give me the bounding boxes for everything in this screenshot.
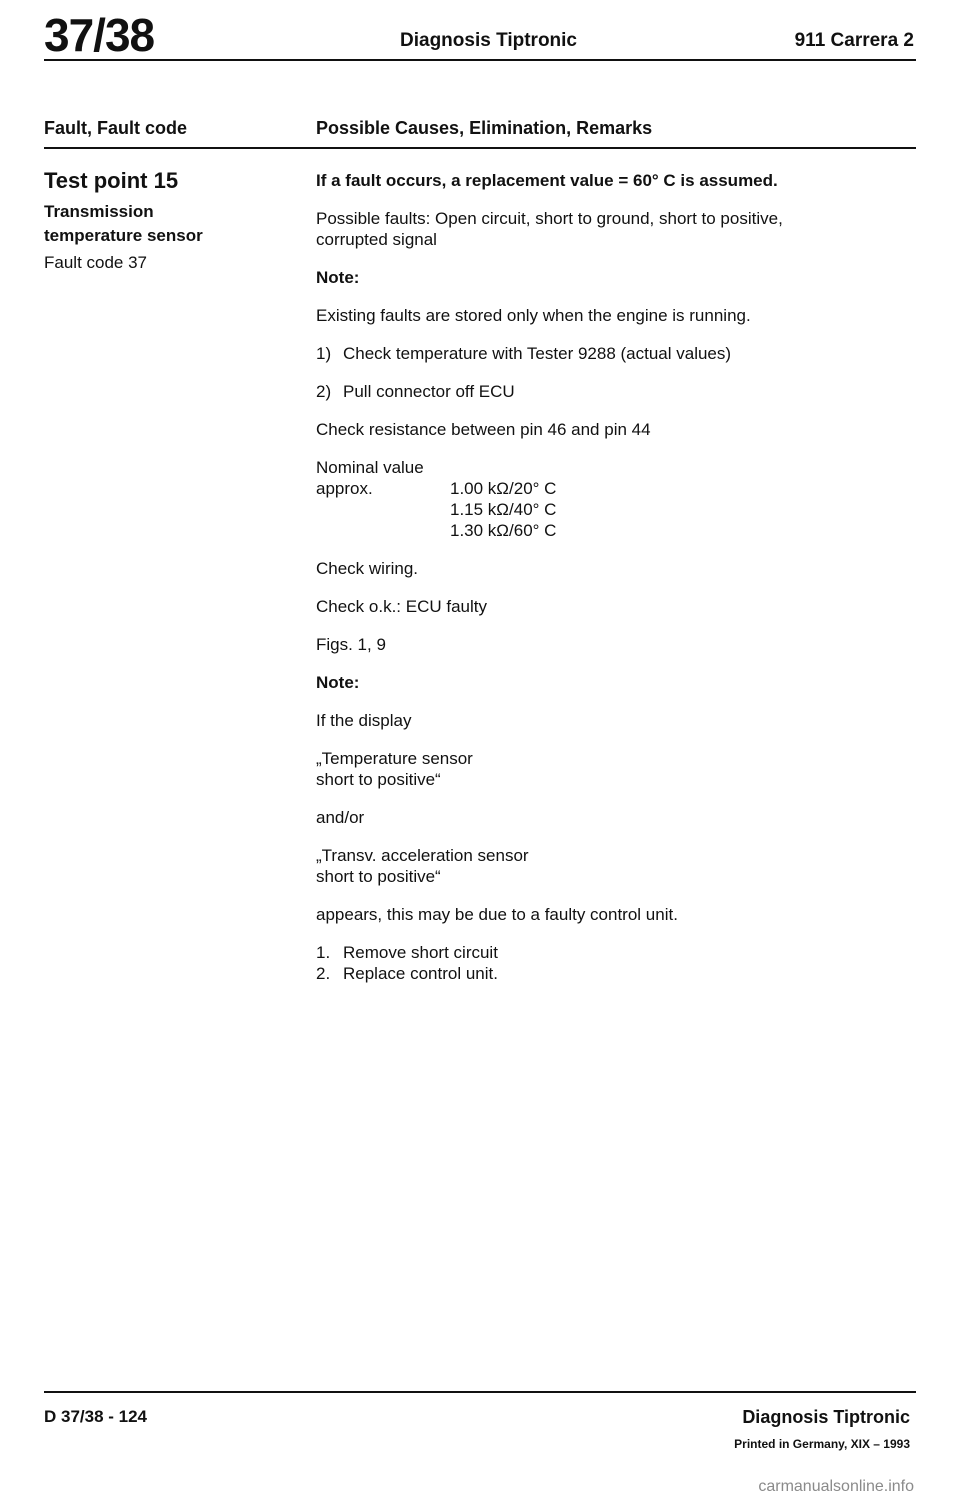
message-line: „Temperature sensor	[316, 749, 473, 768]
column-header-causes: Possible Causes, Elimination, Remarks	[316, 118, 653, 138]
step-text: Check temperature with Tester 9288 (actual values)	[343, 344, 732, 363]
message-line: „Transv. acceleration sensor	[316, 846, 529, 865]
step-number: 2)	[316, 382, 332, 401]
message-line: short to positive“	[316, 867, 441, 886]
causes-column	[316, 170, 916, 984]
display-message-1	[316, 748, 916, 790]
print-info: Printed in Germany, XIX – 1993	[734, 1437, 910, 1451]
figure-reference: Figs. 1, 9	[316, 635, 386, 654]
nominal-label: Nominal value	[316, 458, 424, 477]
column-header-rule	[44, 147, 916, 149]
approx-label: approx.	[316, 479, 373, 498]
remedy-number: 1.	[316, 943, 331, 962]
possible-faults	[316, 208, 916, 250]
note-text: Existing faults are stored only when the engine is running.	[316, 306, 751, 325]
check-wiring: Check wiring.	[316, 559, 419, 578]
note-label: Note:	[316, 268, 360, 287]
remedy-number: 2.	[316, 964, 331, 983]
header-model: 911 Carrera 2	[794, 30, 914, 51]
possible-faults-line1: Possible faults: Open circuit, short to ground, short to positive,	[316, 209, 783, 228]
nominal-value: 1.00 kΩ/20° C	[450, 479, 557, 498]
section-number: 37/38	[44, 9, 155, 61]
message-line: short to positive“	[316, 770, 441, 789]
display-intro: If the display	[316, 711, 412, 730]
header-rule	[44, 59, 916, 61]
and-or: and/or	[316, 808, 365, 827]
appears-text: appears, this may be due to a faulty control unit.	[316, 905, 678, 924]
header-title: Diagnosis Tiptronic	[400, 30, 578, 51]
page-number: D 37/38 - 124	[44, 1407, 148, 1426]
footer-title: Diagnosis Tiptronic	[742, 1407, 910, 1427]
remedy-item	[316, 963, 916, 984]
component-name-line1: Transmission	[44, 202, 154, 221]
test-point-title: Test point 15	[44, 168, 179, 193]
step-1	[316, 343, 916, 364]
fault-code: Fault code 37	[44, 253, 148, 272]
nominal-values-table	[316, 457, 916, 541]
nominal-value: 1.30 kΩ/60° C	[450, 521, 557, 540]
remedy-text: Remove short circuit	[343, 943, 498, 962]
display-message-2	[316, 845, 916, 887]
step-number: 1)	[316, 344, 332, 363]
component-name-line2: temperature sensor	[44, 226, 203, 245]
remedy-text: Replace control unit.	[343, 964, 498, 983]
step-2	[316, 381, 916, 402]
check-ok: Check o.k.: ECU faulty	[316, 597, 488, 616]
step-text: Pull connector off ECU	[343, 382, 515, 401]
footer-rule	[44, 1391, 916, 1393]
nominal-value: 1.15 kΩ/40° C	[450, 500, 557, 519]
watermark: carmanualsonline.info	[758, 1478, 914, 1495]
column-header-fault: Fault, Fault code	[44, 118, 188, 138]
note-label: Note:	[316, 673, 360, 692]
fault-column	[44, 168, 284, 274]
remedy-list	[316, 942, 916, 984]
remedy-item	[316, 942, 916, 963]
resistance-check: Check resistance between pin 46 and pin 44	[316, 420, 651, 439]
possible-faults-line2: corrupted signal	[316, 230, 437, 249]
replacement-value: If a fault occurs, a replacement value = 60° C is assumed.	[316, 171, 778, 190]
